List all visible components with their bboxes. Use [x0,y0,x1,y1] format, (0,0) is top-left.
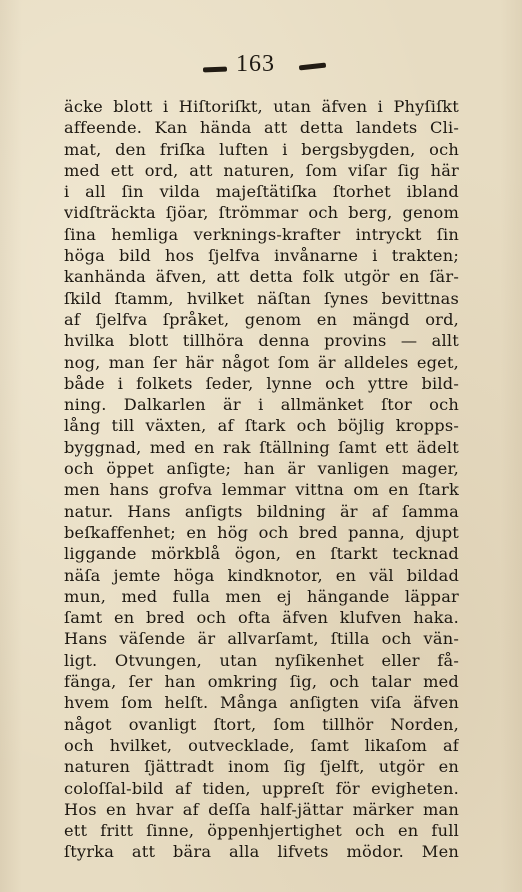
text-line: hvilka blott tillhöra denna provins — allt [64,331,459,351]
text-line: något ovanligt ſtort, ſom tillhör Norden, [64,714,459,734]
text-line: affeende. Kan hända att detta landets Cli- [64,118,459,138]
text-line: men hans grofva lemmar vittna om en ſtark [64,480,459,500]
header-ornament-right [299,63,326,71]
text-line: naturen ſjättradt inom ſig ſjelft, utgör en [64,757,459,777]
text-line: äcke blott i Hiſtoriſkt, utan äfven i Phyſiſkt [64,97,459,116]
text-line: af ſjelfva ſpråket, genom en mängd ord, [64,309,459,329]
text-line: höga bild hos ſjelfva invånarne i trakten; [64,246,459,266]
text-line: beſkaffenhet; en hög och bred panna, djupt [64,522,459,542]
text-line: ſtyrka att bära alla lifvets mödor. Men [64,842,459,862]
text-line: natur. Hans anſigts bildning är af ſamma [64,501,459,521]
text-line: mun, med fulla men ej hängande läppar [64,586,459,606]
text-line: fänga, ſer han omkring ſig, och talar med [64,672,459,692]
page-header [0,46,522,86]
text-line: liggande mörkblå ögon, en ſtarkt tecknad [64,544,459,564]
text-line: Hos en hvar af deſſa half-jättar märker man [64,799,459,819]
text-line: ligt. Otvungen, utan nyſikenhet eller få- [64,650,459,670]
text-line: ſkild ſtamm, hvilket näſtan ſynes bevittnas [64,288,459,308]
body-text [64,96,459,863]
text-line: kanhända äfven, att detta folk utgör en ſär- [64,267,459,287]
text-line: lång till växten, af ſtark och böjlig kropps- [64,416,459,436]
text-line: i all ſin vilda majeſtätiſka ſtorhet ibland [64,182,459,202]
text-line: med ett ord, att naturen, ſom viſar ſig här [64,160,459,180]
text-line: hvem ſom helſt. Många anſigten viſa äfven [64,693,459,713]
text-line: och öppet anſigte; han är vanligen mager, [64,459,459,479]
text-line: mat, den friſka luften i bergsbygden, och [64,139,459,159]
text-line: Hans väſende är allvarſamt, ſtilla och vän- [64,629,459,649]
text-line: ſamt en bred och ofta äfven klufven haka. [64,608,459,628]
text-line: både i folkets ſeder, lynne och yttre bild- [64,373,459,393]
text-line: ett fritt ſinne, öppenhjertighet och en full [64,821,459,841]
header-ornament-left [203,67,227,73]
text-line: ning. Dalkarlen är i allmänket ſtor och [64,395,459,415]
text-line: coloſſal-bild af tiden, uppreſt för evigheten. [64,778,459,798]
text-line: ſina hemliga verknings-krafter intryckt ſin [64,224,459,244]
text-line: och hvilket, outvecklade, ſamt likaſom af [64,735,459,755]
text-line: byggnad, med en rak ſtällning ſamt ett ädelt [64,437,459,457]
text-line: näſa jemte höga kindknotor, en väl bildad [64,565,459,585]
page-number: 163 [236,51,275,77]
text-line: nog, man ſer här något ſom är alldeles eget, [64,352,459,372]
text-line: vidſträckta ſjöar, ſtrömmar och berg, genom [64,203,459,223]
